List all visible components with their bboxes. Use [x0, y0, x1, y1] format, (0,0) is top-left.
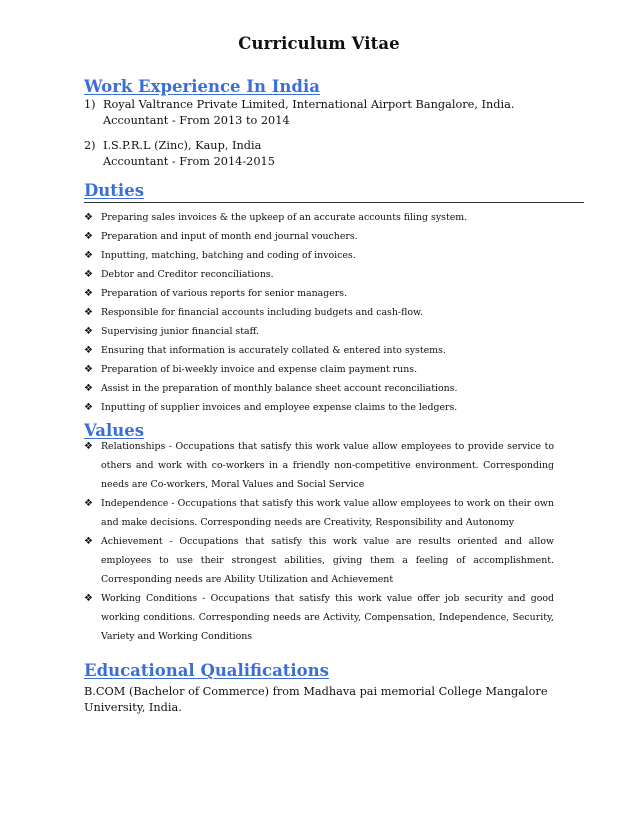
- diamond-bullet-icon: ❖: [84, 441, 93, 452]
- diamond-bullet-icon: ❖: [84, 231, 93, 242]
- list-item: ❖ Inputting, matching, batching and coding of invoices.: [84, 246, 554, 265]
- item-number: 1): [84, 98, 96, 111]
- values-list: [84, 437, 554, 646]
- work-experience-heading: Work Experience In India: [84, 77, 320, 96]
- education-text: B.COM (Bachelor of Commerce) from Madhava pai memorial College Mangalore University, India.: [84, 685, 548, 714]
- diamond-bullet-icon: ❖: [84, 326, 93, 337]
- diamond-bullet-icon: ❖: [84, 212, 93, 223]
- diamond-bullet-icon: ❖: [84, 536, 93, 547]
- diamond-bullet-icon: ❖: [84, 364, 93, 375]
- diamond-bullet-icon: ❖: [84, 345, 93, 356]
- list-item: ❖ Preparation of bi-weekly invoice and expense claim payment runs.: [84, 360, 554, 379]
- item-number: 2): [84, 139, 96, 152]
- role-line: Accountant - From 2014-2015: [103, 154, 275, 168]
- list-item: ❖ Responsible for financial accounts including budgets and cash-flow.: [84, 303, 554, 322]
- list-item: ❖ Preparation and input of month end journal vouchers.: [84, 227, 554, 246]
- diamond-bullet-icon: ❖: [84, 593, 93, 604]
- role-line: Accountant - From 2013 to 2014: [103, 113, 290, 127]
- list-item: ❖ Working Conditions - Occupations that satisfy this work value offer job security and good working conditions. Corresponding needs are Activity, Compensation, Independence, Security, Variety and Working Conditions: [84, 589, 554, 646]
- diamond-bullet-icon: ❖: [84, 307, 93, 318]
- list-item: ❖ Preparation of various reports for senior managers.: [84, 284, 554, 303]
- values-heading: Values: [84, 421, 145, 440]
- list-item: ❖ Debtor and Creditor reconciliations.: [84, 265, 554, 284]
- diamond-bullet-icon: ❖: [84, 250, 93, 261]
- list-item: ❖ Relationships - Occupations that satisfy this work value allow employees to provide service to others and work with co-workers in a friendly non-competitive environment. Corresponding needs are Co-workers, Moral Values and Social Service: [84, 437, 554, 494]
- page-title: Curriculum Vitae: [238, 34, 400, 53]
- duties-heading: Duties: [84, 181, 144, 200]
- diamond-bullet-icon: ❖: [84, 402, 93, 413]
- list-item: ❖ Independence - Occupations that satisfy this work value allow employees to work on their own and make decisions. Corresponding needs are Creativity, Responsibility and Autonomy: [84, 494, 554, 532]
- list-item: ❖ Achievement - Occupations that satisfy this work value are results oriented and allow employees to use their strongest abilities, giving them a feeling of accomplishment. Corresponding needs are Ability Utilization and Achievement: [84, 532, 554, 589]
- diamond-bullet-icon: ❖: [84, 383, 93, 394]
- list-item: ❖ Supervising junior financial staff.: [84, 322, 554, 341]
- diamond-bullet-icon: ❖: [84, 269, 93, 280]
- list-item: ❖ Preparing sales invoices & the upkeep of an accurate accounts filing system.: [84, 208, 554, 227]
- diamond-bullet-icon: ❖: [84, 498, 93, 509]
- education-heading: Educational Qualifications: [84, 661, 329, 680]
- diamond-bullet-icon: ❖: [84, 288, 93, 299]
- section-divider: [84, 202, 584, 203]
- list-item: ❖ Assist in the preparation of monthly balance sheet account reconciliations.: [84, 379, 554, 398]
- list-item: ❖ Inputting of supplier invoices and employee expense claims to the ledgers.: [84, 398, 554, 417]
- duties-list: [84, 208, 554, 417]
- list-item: ❖ Ensuring that information is accurately collated & entered into systems.: [84, 341, 554, 360]
- employer-line: I.S.P.R.L (Zinc), Kaup, India: [103, 139, 262, 152]
- employer-line: Royal Valtrance Private Limited, International Airport Bangalore, India.: [103, 98, 515, 111]
